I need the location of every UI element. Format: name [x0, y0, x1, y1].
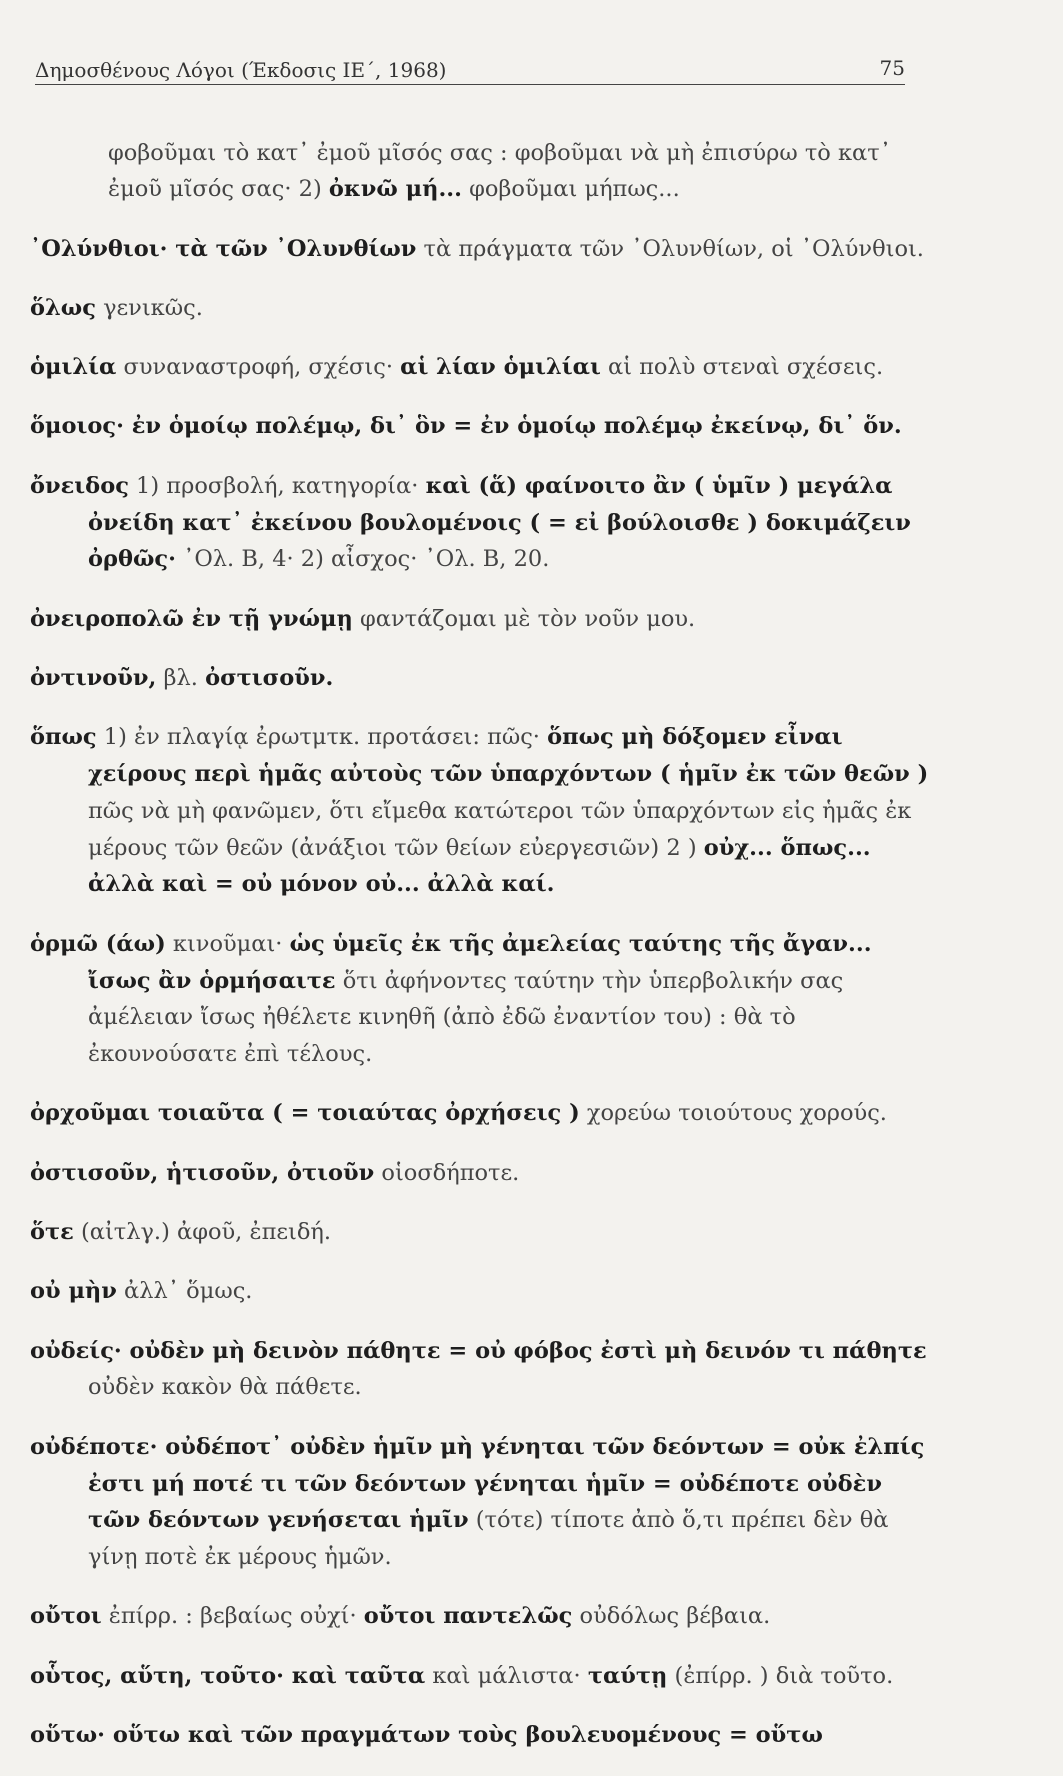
headword-text: ὅπως [30, 724, 97, 751]
gloss-text: 1) προσβολή, κατηγορία· [128, 472, 426, 499]
page-number: 75 [879, 56, 905, 80]
headword-text: ὀκνῶ μή... [328, 176, 462, 203]
headword-text: οὐ μὴν [30, 1278, 117, 1305]
glossary-entry [30, 1598, 930, 1635]
headword-text: ὄνειδος [30, 472, 129, 499]
gloss-text: καὶ μάλιστα· [425, 1662, 588, 1689]
glossary-entry [30, 1333, 930, 1407]
headword-text: ὀστισοῦν, ἡτισοῦν, ὀτιοῦν [30, 1159, 375, 1186]
glossary-entry [30, 1658, 930, 1695]
gloss-text: (αἰτλγ.) ἀφοῦ, ἐπειδή. [73, 1219, 332, 1246]
headword-text: ὅπως μὴ δόξομεν εἶναι χείρους περὶ ἡμᾶς αὐτοὺς τῶν ὑπαρχόντων ( ἡμῖν ἐκ τῶν θεῶν ) [88, 724, 929, 788]
headword-text: ὅτε [30, 1219, 74, 1246]
headword-text: οὗτος, αὕτη, τοῦτο· καὶ ταῦτα [30, 1662, 426, 1689]
headword-text: οὐδέποτε· οὐδέποτ᾽ οὐδὲν ἡμῖν μὴ γένηται τῶν δεόντων = οὐκ ἐλπίς ἐστι μή ποτέ τι τῶν δεόντων γένηται ἡμῖν = οὐδέποτε οὐδὲν τῶν δεόντων γενήσεται ἡμῖν [30, 1433, 925, 1534]
glossary-entry [30, 349, 930, 386]
glossary-entry [30, 926, 930, 1073]
gloss-text: ὅτι ἀφήνοντες ταύτην τὴν ὑπερβολικήν σας ἀμέλειαν ἴσως ἠθέλετε κινηθῆ (ἀπὸ ἐδῶ ἐναντίον του) : θὰ τὸ ἐκουνούσατε ἐπὶ τέλους. [88, 967, 844, 1068]
glossary-entry [30, 135, 930, 209]
gloss-text: οἱοσδήποτε. [374, 1159, 520, 1186]
gloss-text: φοβοῦμαι μήπως... [461, 176, 680, 203]
headword-text: ὀνειροπολῶ ἐν τῇ γνώμῃ [30, 605, 353, 632]
headword-text: οὕτω· οὕτω καὶ τῶν πραγμάτων τοὺς βουλευομένους = οὕτω [30, 1722, 823, 1748]
headword-text: οὐχ... ὅπως... ἀλλὰ καὶ = οὐ μόνον οὐ... ἀλλὰ καί. [88, 834, 871, 898]
gloss-text: πῶς νὰ μὴ φανῶμεν, ὅτι εἴμεθα κατώτεροι τῶν ὑπαρχόντων εἰς ἡμᾶς ἐκ μέρους τῶν θεῶν (ἀνάξιοι τῶν θείων εὐεργεσιῶν) 2 ) [88, 797, 912, 861]
glossary-entry [30, 1429, 930, 1576]
gloss-text: φοβοῦμαι τὸ κατ᾽ ἐμοῦ μῖσός σας : φοβοῦμαι νὰ μὴ ἐπισύρω τὸ κατ᾽ ἐμοῦ μῖσός σας· 2) [108, 139, 891, 203]
headword-text: οὔτοι παντελῶς [363, 1603, 573, 1630]
glossary-entry [30, 660, 930, 697]
gloss-text: αἱ πολὺ στεναὶ σχέσεις. [600, 354, 884, 381]
glossary-entry [30, 1273, 930, 1310]
glossary-entry [30, 290, 930, 327]
headword-text: ὁρμῶ (άω) [30, 930, 166, 957]
headword-text: ὀρχοῦμαι τοιαῦτα ( = τοιαύτας ὀρχήσεις ) [30, 1100, 580, 1127]
gloss-text: τὰ πράγματα τῶν ᾿Ολυνθίων, οἱ ᾿Ολύνθιοι. [416, 235, 924, 262]
running-header [35, 48, 905, 85]
glossary-entry [30, 1095, 930, 1132]
running-title: Δημοσθένους Λόγοι (Έκδοσις ΙΕ΄, 1968) [35, 58, 447, 82]
glossary-entry [30, 231, 930, 268]
headword-text: ὅλως [30, 294, 96, 321]
glossary-entry [30, 1214, 930, 1251]
glossary-entry [30, 601, 930, 638]
headword-text: καὶ (ἅ) φαίνοιτο ἂν ( ὑμῖν ) μεγάλα ὀνείδη κατ᾽ ἐκείνου βουλομένοις ( = εἰ βούλοισθε ) δοκιμάζειν ὀρθῶς· [88, 472, 911, 573]
gloss-text: ἐπίρρ. : βεβαίως οὐχί· [101, 1603, 364, 1630]
gloss-text: οὐδὲν κακὸν θὰ πάθετε. [88, 1374, 362, 1401]
headword-text: αἱ λίαν ὁμιλίαι [400, 354, 601, 381]
headword-text: ὀστισοῦν. [205, 664, 334, 691]
gloss-text: συναναστροφή, σχέσις· [116, 354, 401, 381]
glossary-entry [30, 408, 930, 445]
gloss-text: γενικῶς. [95, 294, 203, 321]
gloss-text: (τότε) τίποτε ἀπὸ ὅ,τι πρέπει δὲν θὰ γίνῃ ποτὲ ἐκ μέρους ἡμῶν. [88, 1507, 889, 1571]
headword-text: ᾿Ολύνθιοι· τὰ τῶν ᾿Ολυνθίων [30, 235, 417, 262]
headword-text: ὅμοιος· ἐν ὁμοίῳ πολέμῳ, δι᾽ ὃν = ἐν ὁμοίῳ πολέμῳ ἐκείνῳ, δι᾽ ὅν. [30, 413, 902, 440]
glossary-entry [30, 719, 930, 903]
gloss-text: οὐδόλως βέβαια. [572, 1603, 771, 1630]
headword-text: ταύτῃ [587, 1662, 668, 1689]
headword-text: οὐδείς· οὐδὲν μὴ δεινὸν πάθητε = οὐ φόβος ἐστὶ μὴ δεινόν τι πάθητε [30, 1337, 927, 1364]
gloss-text: (ἐπίρρ. ) διὰ τοῦτο. [667, 1662, 894, 1689]
gloss-text: βλ. [156, 664, 206, 691]
gloss-text: 1) ἐν πλαγίᾳ ἐρωτμτκ. προτάσει: πῶς· [96, 724, 548, 751]
headword-text: ὀντινοῦν, [30, 664, 157, 691]
headword-text: οὔτοι [30, 1603, 102, 1630]
headword-text: ὁμιλία [30, 354, 117, 381]
headword-text: ὡς ὑμεῖς ἐκ τῆς ἀμελείας ταύτης τῆς ἄγαν... ἴσως ἂν ὁρμήσαιτε [88, 930, 872, 994]
glossary-entry [30, 1155, 930, 1192]
gloss-text: ἀλλ᾽ ὅμως. [116, 1278, 253, 1305]
gloss-text: φαντάζομαι μὲ τὸν νοῦν μου. [352, 605, 696, 632]
gloss-text: κινοῦμαι· [165, 930, 290, 957]
glossary-entry [30, 1717, 930, 1754]
gloss-text: ᾿Ολ. Β, 4· 2) αἶσχος· ᾿Ολ. Β, 20. [175, 546, 550, 573]
glossary-entry [30, 468, 930, 578]
glossary-entries [30, 112, 930, 1776]
gloss-text: χορεύω τοιούτους χορούς. [579, 1100, 887, 1127]
